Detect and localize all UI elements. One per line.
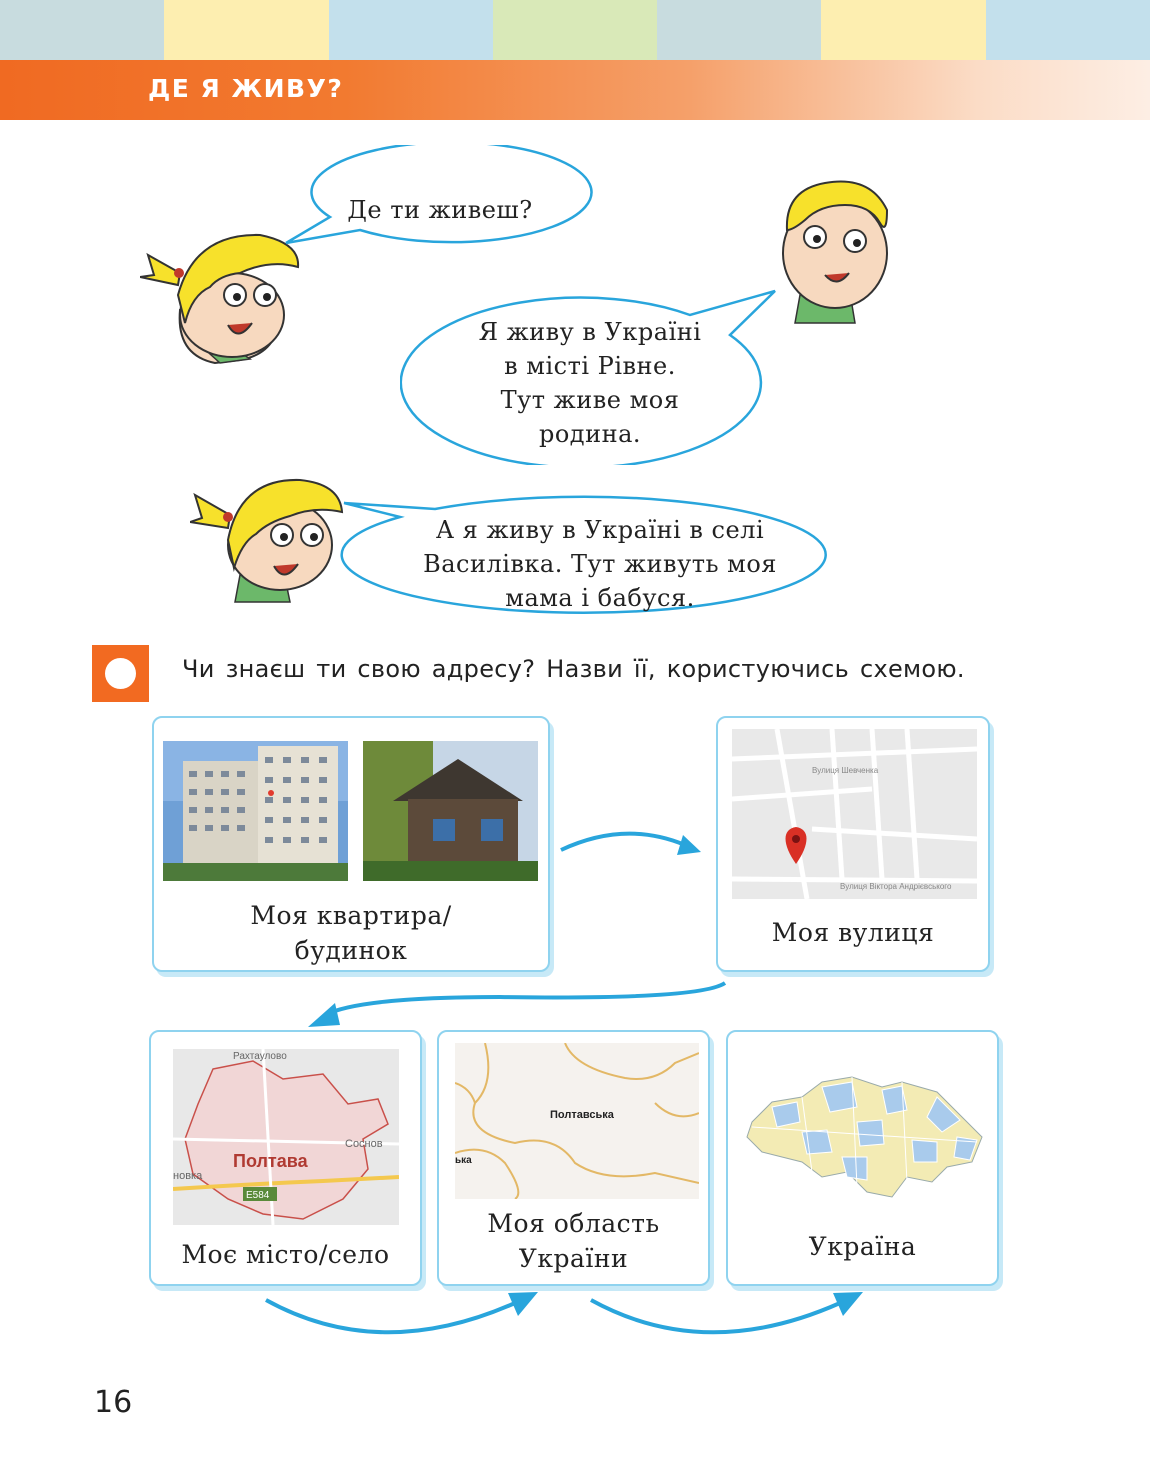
region-label <box>439 1206 708 1276</box>
bubble-3-text <box>385 513 815 615</box>
region-label-line-1: Моя область <box>487 1209 660 1238</box>
stripe-3 <box>329 0 493 60</box>
girl-character-2-illustration <box>190 470 350 605</box>
city-label: Моє місто/село <box>181 1240 390 1269</box>
city-map-top-label: Рахтаулово <box>233 1051 287 1062</box>
arrow-apartment-to-street <box>555 820 705 865</box>
region-map <box>455 1043 699 1199</box>
bubble-2-line-2: в місті Рівне. <box>504 352 676 380</box>
stripe-2 <box>164 0 328 60</box>
card-apartment <box>152 716 550 972</box>
page-title: ДЕ Я ЖИВУ? <box>148 74 344 103</box>
card-region <box>437 1030 710 1286</box>
apartment-label-line-2: будинок <box>294 936 408 965</box>
apartment-label-line-1: Моя квартира/ <box>250 901 452 930</box>
bubble-3-line-2: Василівка. Тут живуть моя <box>423 550 777 578</box>
arrow-city-to-region <box>260 1288 550 1343</box>
village-house-photo <box>363 741 538 881</box>
stripe-4 <box>493 0 657 60</box>
stripe-7 <box>986 0 1150 60</box>
bubble-1-text: Де ти живеш? <box>347 196 533 224</box>
apartment-label <box>154 898 548 968</box>
arrow-region-to-country <box>585 1288 875 1343</box>
street-label: Моя вулиця <box>771 918 935 947</box>
stripe-5 <box>657 0 821 60</box>
apartment-building-photo <box>163 741 348 881</box>
arrow-street-to-city <box>300 975 740 1035</box>
region-label-line-2: України <box>518 1244 629 1273</box>
bubble-2-line-3: Тут живе моя <box>500 386 680 414</box>
card-street <box>716 716 990 972</box>
city-name-label: Полтава <box>233 1151 308 1171</box>
city-map <box>173 1049 399 1225</box>
bubble-3-line-1: А я живу в Україні в селі <box>435 516 765 544</box>
bubble-2-line-1: Я живу в Україні <box>478 318 702 346</box>
task-text: Чи знаєш ти свою адресу? Назви її, користуючись схемою. <box>182 655 965 683</box>
stripe-6 <box>821 0 985 60</box>
region-edge-label: ька <box>455 1155 472 1166</box>
road-sign-label: Е584 <box>246 1190 270 1201</box>
region-name-label: Полтавська <box>550 1109 614 1121</box>
street-name-label: Вулиця Шевченка <box>812 766 879 775</box>
card-city <box>149 1030 422 1286</box>
street-name-label-2: Вулиця Віктора Андрієвського <box>840 882 952 891</box>
boy-character-illustration <box>775 175 925 325</box>
country-label: Україна <box>808 1232 917 1261</box>
city-map-left-label: новка <box>173 1170 203 1182</box>
ukraine-map <box>742 1062 986 1212</box>
color-stripes <box>0 0 1150 60</box>
bubble-2-text <box>440 315 740 451</box>
bubble-3-line-3: мама і бабуся. <box>505 584 695 612</box>
task-marker-icon <box>92 645 149 702</box>
card-country <box>726 1030 999 1286</box>
stripe-1 <box>0 0 164 60</box>
bubble-2-line-4: родина. <box>538 420 642 448</box>
page-number: 16 <box>94 1385 133 1420</box>
city-map-right-label: Соснов <box>345 1138 383 1150</box>
street-map <box>732 729 977 899</box>
